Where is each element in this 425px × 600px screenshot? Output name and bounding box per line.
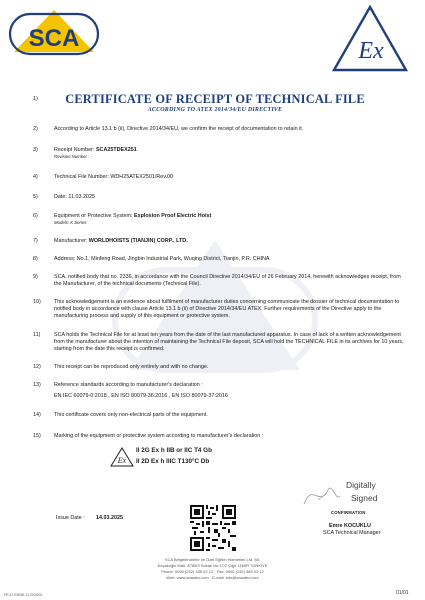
sca-logo xyxy=(8,6,100,58)
qr-code xyxy=(190,505,236,551)
signatory-name: Emre KOCUKLU xyxy=(329,523,371,529)
svg-text:Digitally: Digitally xyxy=(346,480,376,490)
equipment-name: Explosion Proof Electric Hoist xyxy=(134,213,212,219)
svg-text:SCA: SCA xyxy=(28,25,80,52)
svg-text:Ex: Ex xyxy=(358,38,384,64)
receipt-number: SCA25TDEX251 xyxy=(95,147,137,153)
manufacturer-name: WORLDHOISTS (TIANJIN) CORP., LTD. xyxy=(88,238,188,244)
svg-text:Ex: Ex xyxy=(117,456,127,465)
ex-marking-icon xyxy=(110,447,134,467)
title-sub: ACCORDING TO ATEX 2014/34/EU DIRECTIVE xyxy=(147,107,283,113)
confirmation-label: CONFIRMATION xyxy=(331,510,366,515)
ex-logo xyxy=(330,4,410,74)
issue-date-value: 14.03.2025 xyxy=(96,515,123,521)
digital-signature-stamp xyxy=(300,474,400,510)
title-main: CERTIFICATE OF RECEIPT OF TECHNICAL FILE xyxy=(65,92,365,106)
signatory-role: SCA Technical Manager xyxy=(323,530,381,536)
footer-address: SCA Belgelendirme ve Özel Eğitim Hizmetleri Ltd. Şti. Koçakoğlu Mah. 8785/3 Sokak No:17/2 Çiğli, İZMİR TÜRKİYE Phone: 0090 (232) 489 02 12 · Fax: 0090 (232) 489 02 12 Web: www.scaatex.com · E-mail: info@scaatex.com xyxy=(157,557,268,580)
svg-text:Signed: Signed xyxy=(351,493,378,503)
document-reference: FR.47-EN/08, 11.2024/01 xyxy=(4,593,43,597)
reference-standards: EN IEC 60079-0:2018 , EN ISO 80079-36:2016 , EN ISO 80079-37:2016 xyxy=(54,393,228,399)
issue-date-label: Issue Date : xyxy=(56,515,85,521)
marking-line-gas: II 2G Ex h IIB or IIC T4 Gb xyxy=(136,447,212,454)
marking-line-dust: II 2D Ex h IIIC T130°C Db xyxy=(136,458,210,465)
certificate-title xyxy=(20,92,410,113)
page-number: 01/01 xyxy=(396,590,409,596)
